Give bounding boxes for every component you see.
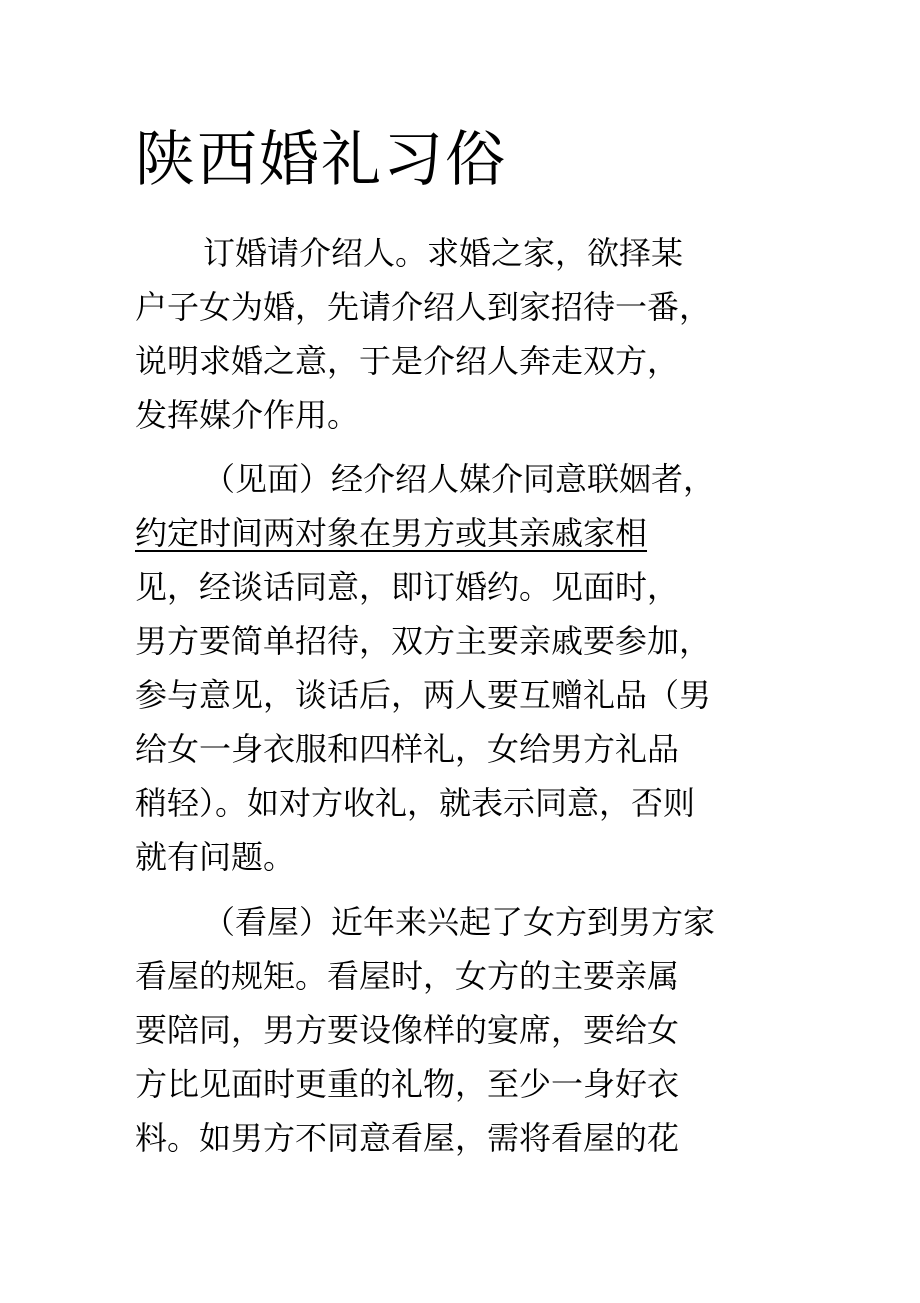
document-title: 陕西婚礼习俗 bbox=[135, 125, 507, 195]
underlined-text: 约定时间两对象在男方或其亲戚家相 bbox=[135, 514, 648, 552]
text-line: 参与意见，谈话后，两人要互赠礼品（男 bbox=[135, 676, 712, 714]
text-line: （见面）经介绍人媒介同意联姻者， bbox=[203, 460, 716, 498]
text-line-underlined bbox=[135, 506, 715, 560]
text-line: 见，经谈话同意，即订婚约。见面时， bbox=[135, 568, 680, 606]
text-line: 方比见面时更重的礼物，至少一身好衣 bbox=[135, 1065, 680, 1103]
text-line: 就有问题。 bbox=[135, 838, 296, 876]
text-line: 看屋的规矩。看屋时，女方的主要亲属 bbox=[135, 957, 680, 995]
text-line: 发挥媒介作用。 bbox=[135, 396, 360, 434]
text-line: （看屋）近年来兴起了女方到男方家 bbox=[203, 903, 716, 941]
paragraph-meeting bbox=[135, 452, 715, 884]
text-line: 给女一身衣服和四样礼，女给男方礼品 bbox=[135, 730, 680, 768]
text-line: 订婚请介绍人。求婚之家，欲择某 bbox=[203, 234, 684, 272]
text-line: 男方要简单招待，双方主要亲戚要参加， bbox=[135, 622, 712, 660]
text-line: 户子女为婚，先请介绍人到家招待一番， bbox=[135, 288, 712, 326]
text-line: 要陪同，男方要设像样的宴席，要给女 bbox=[135, 1011, 680, 1049]
text-line: 稍轻）。如对方收礼，就表示同意，否则 bbox=[135, 784, 696, 822]
text-line: 料。如男方不同意看屋，需将看屋的花 bbox=[135, 1119, 680, 1157]
text-line: 说明求婚之意，于是介绍人奔走双方， bbox=[135, 342, 680, 380]
paragraph-house-visit bbox=[135, 895, 715, 1165]
paragraph-matchmaker bbox=[135, 226, 711, 442]
